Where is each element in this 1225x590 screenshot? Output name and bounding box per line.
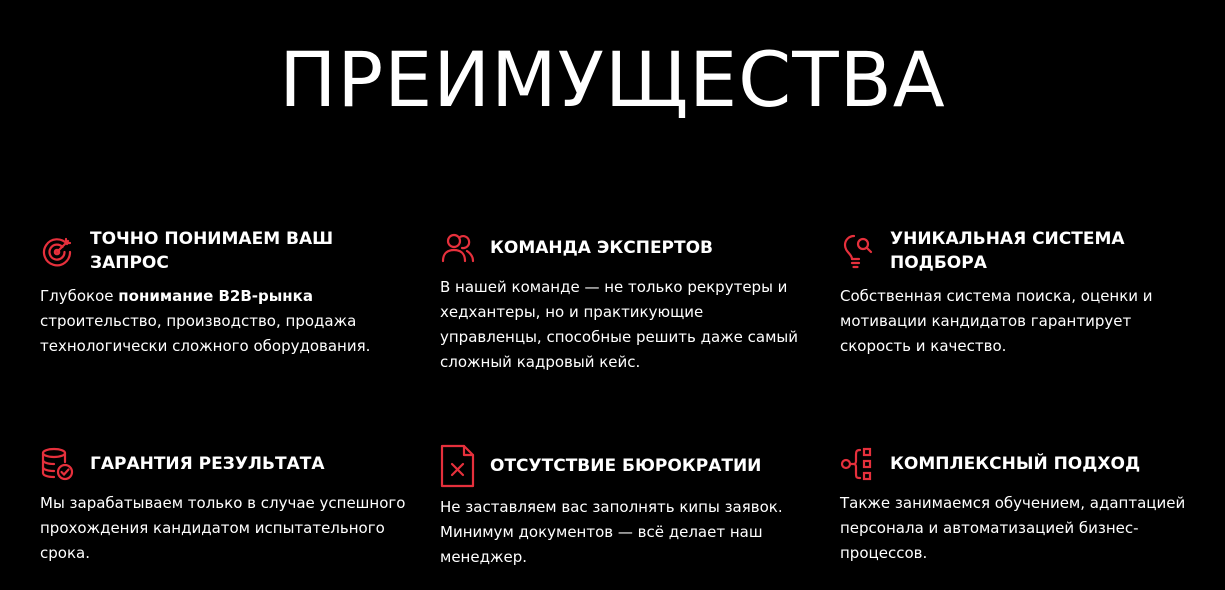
card-no-bureaucracy: [440, 443, 810, 570]
card-complex-approach: [840, 446, 1200, 566]
page-title: ПРЕИМУЩЕСТВА: [279, 35, 946, 124]
card-title: КОМПЛЕКСНЫЙ ПОДХОД: [890, 454, 1141, 474]
lightbulb-search-icon: [840, 233, 882, 269]
card-description: В нашей команде — не только рекрутеры и хедхантеры, но и практикующие управленцы, способные решить даже самый сложный кадровый кейс.: [440, 278, 798, 371]
card-description: Мы зарабатываем только в случае успешного прохождения кандидатом испытательного срока.: [40, 494, 406, 562]
card-precise-understanding: [40, 227, 410, 359]
card-title: ГАРАНТИЯ РЕЗУЛЬТАТА: [90, 454, 325, 474]
target-icon: [40, 233, 82, 269]
team-icon: [440, 230, 482, 266]
card-description: Также занимаемся обучением, адаптацией персонала и автоматизацией бизнес-процессов.: [840, 494, 1186, 562]
database-check-icon: [40, 446, 82, 482]
card-description: Глубокое понимание B2B-рынка строительство, производство, продажа технологически сложного оборудования.: [40, 287, 371, 355]
card-title: ОТСУТСТВИЕ БЮРОКРАТИИ: [490, 456, 762, 476]
card-title: УНИКАЛЬНАЯ СИСТЕМА ПОДБОРА: [890, 229, 1125, 273]
card-title: ТОЧНО ПОНИМАЕМ ВАШ ЗАПРОС: [90, 229, 334, 273]
card-description: Собственная система поиска, оценки и мотивации кандидатов гарантирует скорость и качество.: [840, 287, 1153, 355]
workflow-icon: [840, 446, 882, 482]
card-unique-system: [840, 227, 1200, 359]
document-cross-icon: [440, 443, 482, 489]
card-title: КОМАНДА ЭКСПЕРТОВ: [490, 238, 714, 258]
card-expert-team: [440, 230, 800, 375]
card-result-guarantee: [40, 446, 410, 566]
card-description: Не заставляем вас заполнять кипы заявок. Минимум документов — всё делает наш менеджер.: [440, 498, 783, 566]
